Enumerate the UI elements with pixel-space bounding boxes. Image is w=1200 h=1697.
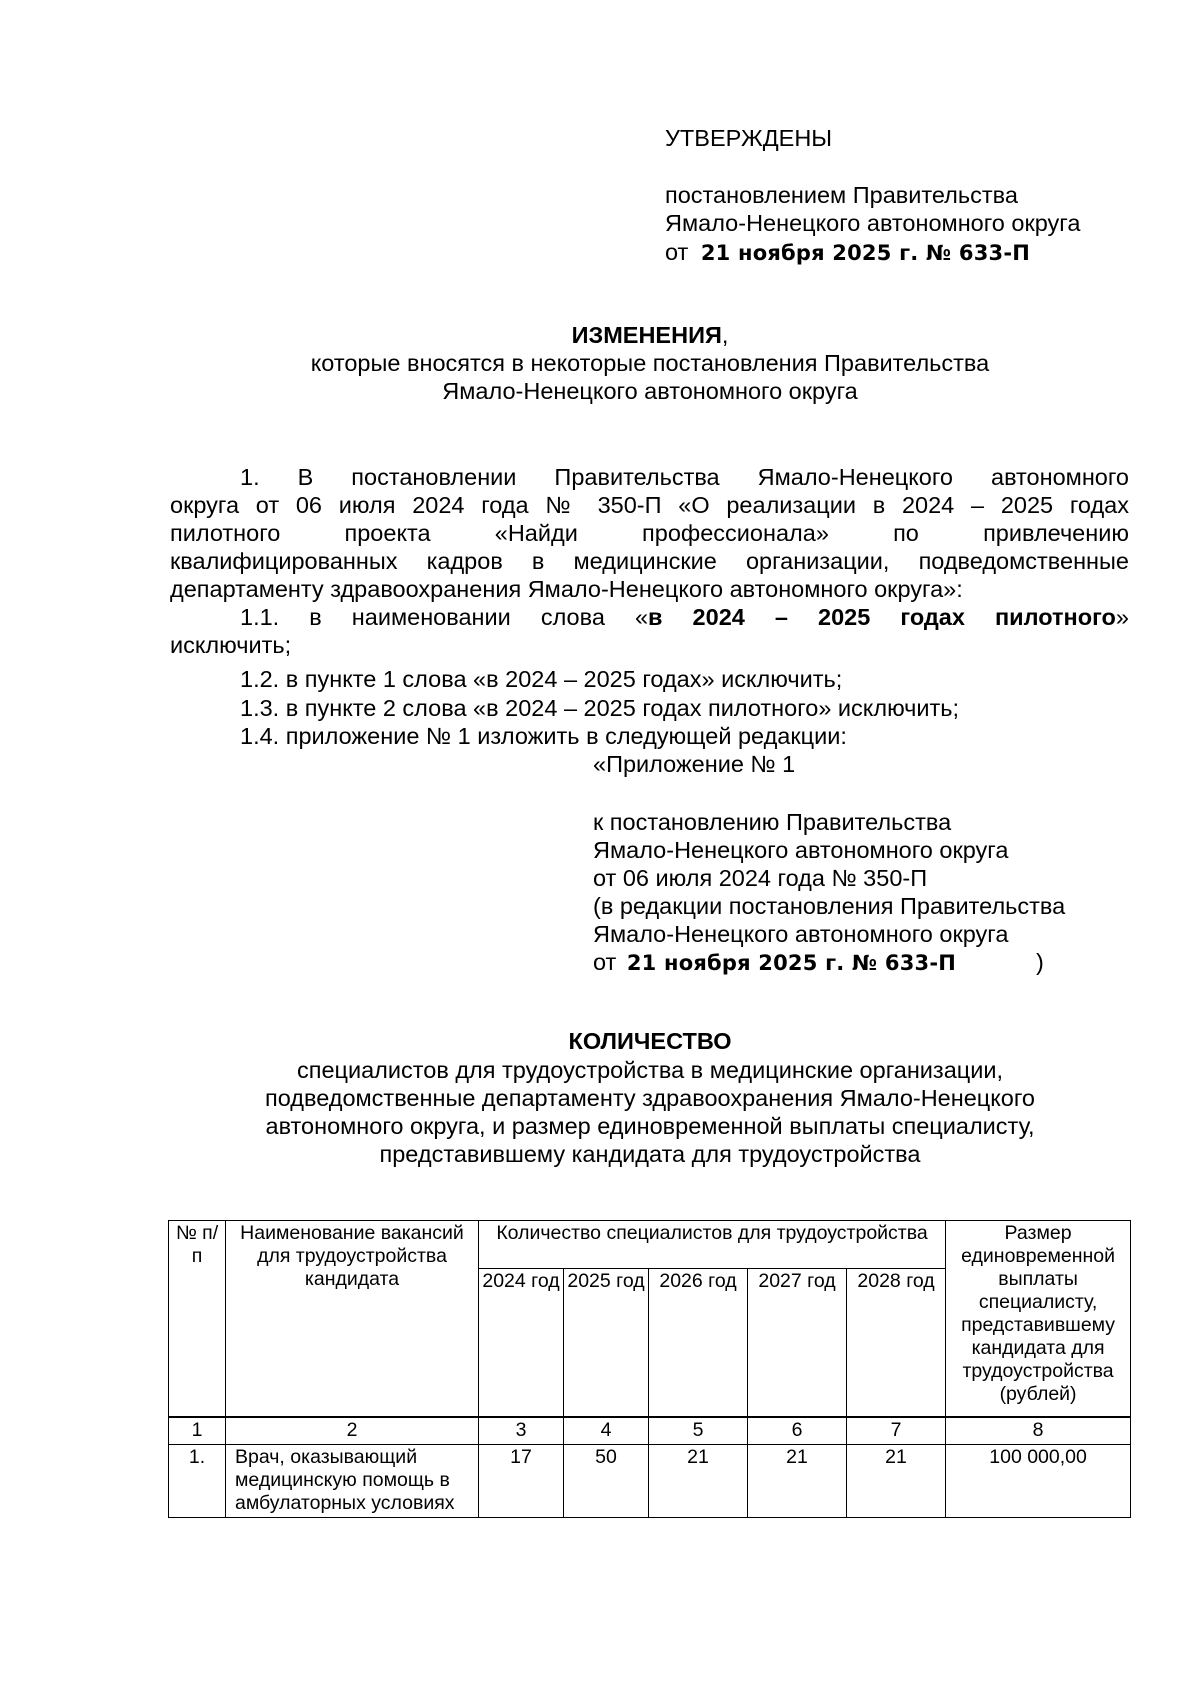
header-name: Наименование вакансий для трудоустройства кандидата xyxy=(226,1221,479,1418)
approval-heading: УТВЕРЖДЕНЫ xyxy=(665,125,833,151)
row-payment: 100 000,00 xyxy=(946,1445,1131,1518)
sub-item-1-3: 1.3. в пункте 2 слова «в 2024 – 2025 годах пилотного» исключить; xyxy=(240,695,960,721)
header-count: Количество специалистов для трудоустройства xyxy=(479,1221,946,1269)
header-num: № п/п xyxy=(169,1221,226,1418)
appendix-line-4: (в редакции постановления Правительства xyxy=(593,893,1066,919)
sub-item-1-4: 1.4. приложение № 1 изложить в следующей редакции: xyxy=(240,723,847,749)
header-year: 2025 год xyxy=(564,1269,649,1418)
header-year: 2026 год xyxy=(649,1269,748,1418)
appendix-line-2: Ямало-Ненецкого автономного округа xyxy=(593,837,1009,863)
item1-line-5: департаменту здравоохранения Ямало-Ненецкого автономного округа»: xyxy=(170,576,963,602)
sub-item-1-1 xyxy=(240,603,1129,631)
appendix-line-1: к постановлению Правительства xyxy=(593,809,952,835)
header-year: 2028 год xyxy=(847,1269,946,1418)
appendix-date-stamp: 21 ноября 2025 г. № 633-П xyxy=(626,951,957,975)
appendix-close-paren: ) xyxy=(1036,949,1044,975)
quantity-line-2: подведомственные департаменту здравоохранения Ямало-Ненецкого xyxy=(264,1085,1035,1111)
item1-line-3: пилотного проекта «Найди профессионала» по привлечению xyxy=(170,520,1129,546)
quantity-title: КОЛИЧЕСТВО xyxy=(568,1028,732,1054)
column-number: 7 xyxy=(847,1417,946,1445)
column-number-row xyxy=(169,1417,1131,1445)
column-number: 4 xyxy=(564,1417,649,1445)
item1-line-1: 1. В постановлении Правительства Ямало-Ненецкого автономного xyxy=(240,464,1129,490)
sub-item-1-2: 1.2. в пункте 1 слова «в 2024 – 2025 годах» исключить; xyxy=(240,666,843,692)
column-number: 1 xyxy=(169,1417,226,1445)
quantity-line-1: специалистов для трудоустройства в медицинские организации, xyxy=(296,1057,1004,1083)
document-title xyxy=(0,321,1200,349)
document-title-comma: , xyxy=(721,322,729,348)
row-value-2024: 17 xyxy=(479,1445,564,1518)
column-number: 3 xyxy=(479,1417,564,1445)
row-value-2026: 21 xyxy=(649,1445,748,1518)
appendix-line-5: Ямало-Ненецкого автономного округа xyxy=(593,921,1009,947)
document-subtitle-2: Ямало-Ненецкого автономного округа xyxy=(442,378,858,404)
sub-item-1-1-pre: 1.1. в наименовании слова « xyxy=(240,604,649,630)
approval-line-2: Ямало-Ненецкого автономного округа xyxy=(665,210,1081,236)
header-year: 2027 год xyxy=(748,1269,847,1418)
document-subtitle-1: которые вносятся в некоторые постановления Правительства xyxy=(310,350,990,376)
quantity-line-4: представившему кандидата для трудоустройства xyxy=(379,1141,921,1167)
row-name: Врач, оказывающий медицинскую помощь в амбулаторных условиях xyxy=(226,1445,479,1518)
table-row xyxy=(169,1445,1131,1518)
approval-line-1: постановлением Правительства xyxy=(665,182,1018,208)
approval-date-line xyxy=(665,238,1030,267)
column-number: 2 xyxy=(226,1417,479,1445)
appendix-date-prefix: от xyxy=(593,949,617,975)
table-header-row xyxy=(169,1221,1131,1269)
sub-item-1-1-post: » xyxy=(1115,604,1129,630)
row-num: 1. xyxy=(169,1445,226,1518)
item1-line-2: округа от 06 июля 2024 года № 350-П «О реализации в 2024 – 2025 годах xyxy=(170,492,1129,518)
sub-item-1-1-bold: в 2024 – 2025 годах пилотного xyxy=(648,604,1116,630)
approval-date-prefix: от xyxy=(665,239,689,265)
appendix-line-3: от 06 июля 2024 года № 350-П xyxy=(593,865,928,891)
specialists-table xyxy=(168,1220,1131,1518)
approval-date-stamp: 21 ноября 2025 г. № 633-П xyxy=(700,241,1031,265)
column-number: 6 xyxy=(748,1417,847,1445)
item1-line-4: квалифицированных кадров в медицинские организации, подведомственные xyxy=(170,548,1129,574)
header-year: 2024 год xyxy=(479,1269,564,1418)
row-value-2025: 50 xyxy=(564,1445,649,1518)
quantity-line-3: автономного округа, и размер единовременной выплаты специалисту, xyxy=(265,1113,1035,1139)
sub-item-1-1-cont: исключить; xyxy=(170,632,292,658)
row-value-2028: 21 xyxy=(847,1445,946,1518)
document-title-main: ИЗМЕНЕНИЯ xyxy=(571,322,722,348)
header-payment: Размер единовременной выплаты специалисту, представившему кандидата для трудоустройства (рублей) xyxy=(946,1221,1131,1418)
column-number: 8 xyxy=(946,1417,1131,1445)
appendix-heading: «Приложение № 1 xyxy=(593,751,796,777)
column-number: 5 xyxy=(649,1417,748,1445)
row-value-2027: 21 xyxy=(748,1445,847,1518)
appendix-date-line xyxy=(593,948,956,977)
